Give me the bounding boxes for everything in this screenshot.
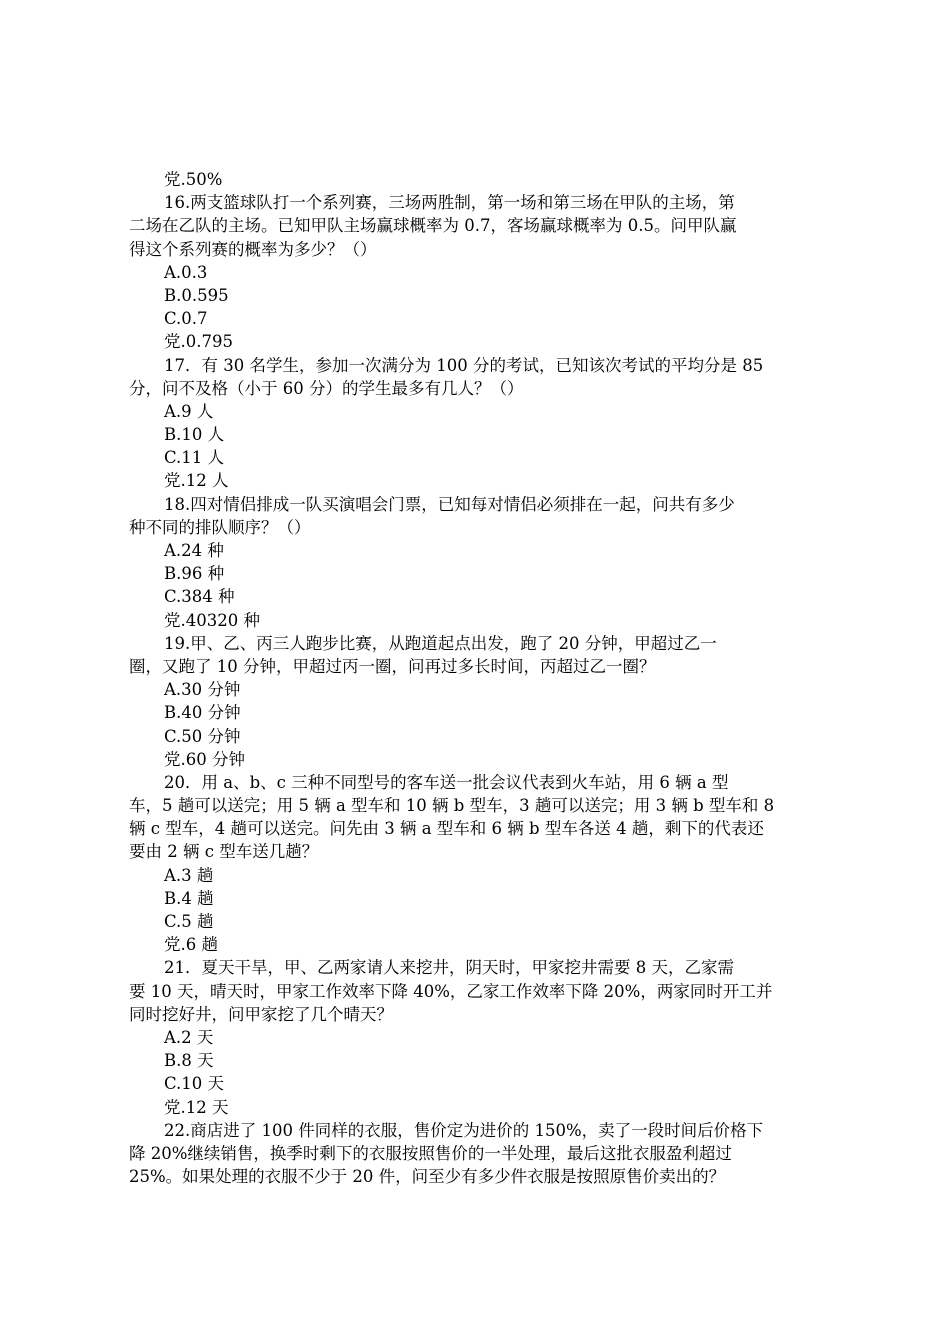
option-c: C.5 趟 — [164, 912, 214, 931]
question-16-line-3: 得这个系列赛的概率为多少？（） — [129, 239, 377, 259]
option-c: C.50 分钟 — [164, 726, 241, 746]
question-18-line-2: 种不同的排队顺序？（） — [129, 517, 311, 537]
question-21-line-3: 同时挖好井，问甲家挖了几个晴天？ — [129, 1004, 393, 1024]
question-21-line-1: 21．夏天干旱，甲、乙两家请人来挖井，阴天时，甲家挖井需要 8 天，乙家需 — [164, 958, 734, 978]
option-c: C.0.7 — [164, 309, 208, 329]
question-20-line-1: 20．用 a、b、c 三种不同型号的客车送一批会议代表到火车站，用 6 辆 a 型 — [164, 772, 729, 792]
option-d: 党.12 人 — [164, 471, 229, 491]
question-16-line-1: 16.两支篮球队打一个系列赛，三场两胜制，第一场和第三场在甲队的主场，第 — [164, 193, 735, 213]
question-19-line-2: 圈，又跑了 10 分钟，甲超过丙一圈，问再过多长时间，丙超过乙一圈？ — [129, 656, 656, 676]
option-a: A.2 天 — [164, 1027, 214, 1047]
question-16-line-2: 二场在乙队的主场。已知甲队主场赢球概率为 0.7，客场赢球概率为 0.5。问甲队赢 — [129, 216, 737, 236]
option-d: 党.6 趟 — [164, 935, 218, 955]
option-c: C.11 人 — [164, 448, 225, 468]
option-a: A.24 种 — [164, 541, 224, 560]
option-a: A.0.3 — [164, 262, 208, 282]
question-21-line-2: 要 10 天，晴天时，甲家工作效率下降 40%，乙家工作效率下降 20%，两家同时开工并 — [129, 981, 773, 1001]
option-a: A.9 人 — [164, 401, 214, 421]
option-d: 党.50% — [164, 170, 223, 189]
question-22-line-1: 22.商店进了 100 件同样的衣服，售价定为进价的 150%，卖了一段时间后价格下 — [164, 1120, 764, 1140]
question-19-line-1: 19.甲、乙、丙三人跑步比赛，从跑道起点出发，跑了 20 分钟，甲超过乙一 — [164, 633, 717, 653]
question-22-line-3: 25%。如果处理的衣服不少于 20 件，问至少有多少件衣服是按照原售价卖出的？ — [129, 1167, 726, 1187]
question-20-line-2: 车，5 趟可以送完；用 5 辆 a 型车和 10 辆 b 型车，3 趟可以送完；用 3 辆 b 型车和 8 — [129, 796, 775, 816]
option-b: B.40 分钟 — [164, 703, 241, 723]
option-d: 党.40320 种 — [164, 610, 260, 630]
question-20-line-3: 辆 c 型车，4 趟可以送完。问先由 3 辆 a 型车和 6 辆 b 型车各送 4 趟，剩下的代表还 — [129, 819, 764, 839]
question-list — [129, 168, 833, 1188]
option-c: C.384 种 — [164, 587, 235, 607]
option-a: A.3 趟 — [164, 865, 214, 885]
option-b: B.96 种 — [164, 564, 225, 584]
question-20-line-4: 要由 2 辆 c 型车送几趟？ — [129, 842, 319, 862]
question-22-line-2: 降 20%继续销售，换季时剩下的衣服按照售价的一半处理，最后这批衣服盈利超过 — [129, 1143, 732, 1163]
option-b: B.10 人 — [164, 425, 225, 445]
question-17-line-2: 分，问不及格（小于 60 分）的学生最多有几人？（） — [129, 378, 524, 398]
option-c: C.10 天 — [164, 1074, 225, 1094]
option-b: B.4 趟 — [164, 888, 214, 908]
option-b: B.8 天 — [164, 1051, 214, 1071]
question-17-line-1: 17．有 30 名学生，参加一次满分为 100 分的考试，已知该次考试的平均分是 85 — [164, 355, 764, 375]
option-d: 党.0.795 — [164, 332, 233, 352]
option-d: 党.12 天 — [164, 1097, 229, 1117]
option-d: 党.60 分钟 — [164, 749, 245, 769]
option-b: B.0.595 — [164, 285, 229, 305]
question-18-line-1: 18.四对情侣排成一队买演唱会门票，已知每对情侣必须排在一起，问共有多少 — [164, 494, 735, 514]
option-a: A.30 分钟 — [164, 680, 241, 700]
